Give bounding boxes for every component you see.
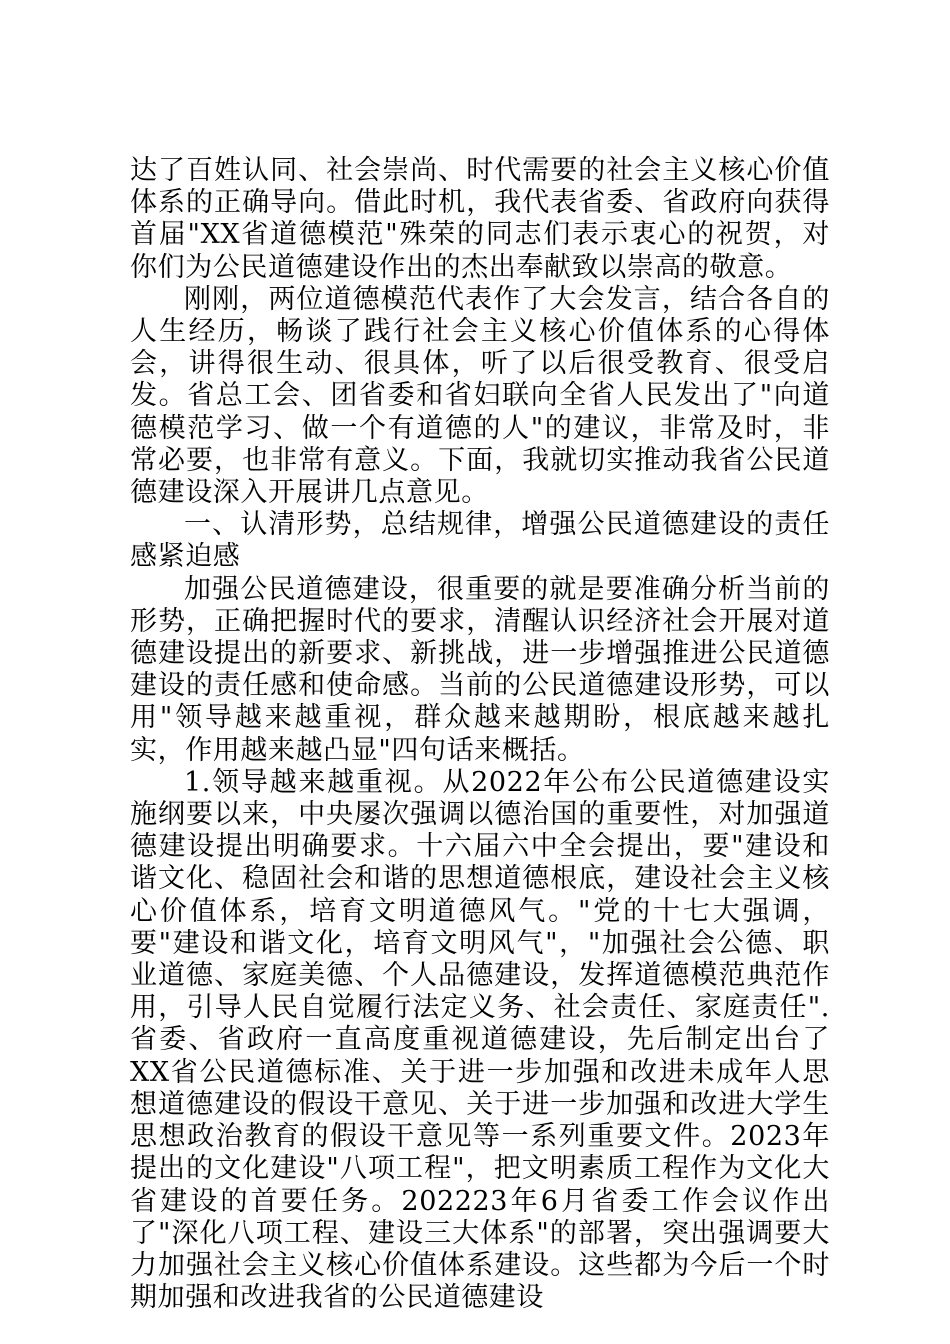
paragraph-2: 刚刚，两位道德模范代表作了大会发言，结合各自的人生经历，畅谈了践行社会主义核心价值体系的心得体会，讲得很生动、很具体，听了以后很受教育、很受启发。省总工会、团省委和省妇联向全省人民发出了"向道德模范学习、做一个有道德的人"的建议，非常及时，非常必要，也非常有意义。下面，我就切实推动我省公民道德建设深入开展讲几点意见。 (130, 283, 830, 509)
paragraph-4: 1.领导越来越重视。从2022年公布公民道德建设实施纲要以来，中央屡次强调以德治国的重要性，对加强道德建设提出明确要求。十六届六中全会提出，要"建设和谐文化、稳固社会和谐的思想道德根底，建设社会主义核心价值体系，培育文明道德风气。"党的十七大强调，要"建设和谐文化，培育文明风气"，"加强社会公德、职业道德、家庭美德、个人品德建设，发挥道德模范典范作用，引导人民自觉履行法定义务、社会责任、家庭责任".省委、省政府一直高度重视道德建设，先后制定出台了XX省公民道德标准、关于进一步加强和改进未成年人思想道德建设的假设干意见、关于进一步加强和改进大学生思想政治教育的假设干意见等一系列重要文件。2023年提出的文化建设"八项工程"，把文明素质工程作为文化大省建设的首要任务。202223年6月省委工作会议作出了"深化八项工程、建设三大体系"的部署，突出强调要大力加强社会主义核心价值体系建设。这些都为今后一个时期加强和改进我省的公民道德建设 (130, 766, 830, 1314)
section-heading-1: 一、认清形势，总结规律，增强公民道德建设的责任感紧迫感 (130, 509, 830, 573)
document-body (130, 155, 830, 1314)
paragraph-1: 达了百姓认同、社会崇尚、时代需要的社会主义核心价值体系的正确导向。借此时机，我代表省委、省政府向获得首届"XX省道德模范"殊荣的同志们表示衷心的祝贺，对你们为公民道德建设作出的杰出奉献致以崇高的敬意。 (130, 155, 830, 283)
paragraph-3: 加强公民道德建设，很重要的就是要准确分析当前的形势，正确把握时代的要求，清醒认识经济社会开展对道德建设提出的新要求、新挑战，进一步增强推进公民道德建设的责任感和使命感。当前的公民道德建设形势，可以用"领导越来越重视，群众越来越期盼，根底越来越扎实，作用越来越凸显"四句话来概括。 (130, 573, 830, 766)
